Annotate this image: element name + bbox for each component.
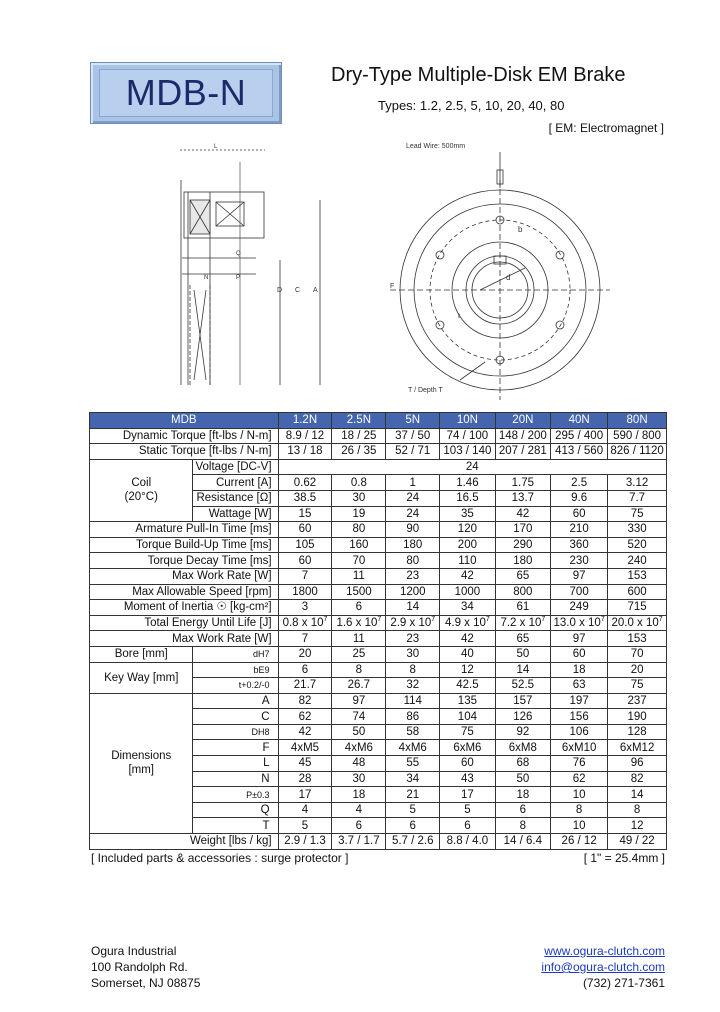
table-row [90,615,667,631]
cell: 360 [551,537,608,553]
cell: 24 [278,459,666,475]
side-view-drawing [180,144,320,385]
cell: 153 [608,568,667,584]
cell: 200 [440,537,495,553]
specifications-table [89,412,667,850]
cell: 86 [386,709,440,725]
cell: 12 [440,662,495,678]
cell: 6xM10 [551,740,608,756]
cell: 135 [440,693,495,709]
website-link[interactable]: www.ogura-clutch.com [544,944,665,958]
row-label: Max Work Rate [W] [90,568,279,584]
cell: 5.7 / 2.6 [386,834,440,850]
cell: 590 / 800 [608,428,667,444]
cell [551,615,608,631]
model-title-box [90,62,282,124]
cell: 19 [332,506,386,522]
row-label: Moment of Inertia ☉ [kg-cm²] [90,600,279,616]
cell: 70 [332,553,386,569]
cell [608,615,667,631]
cell: 26 / 12 [551,834,608,850]
cell: 8.8 / 4.0 [440,834,495,850]
dimensions-title: Dimensions [111,750,172,763]
energy-base: 13.0 x 10 [553,617,601,630]
row-sublabel: DH8 [193,724,278,740]
row-label: Max Work Rate [W] [90,631,279,647]
row-label: Current [A] [193,475,278,491]
cell [495,615,550,631]
row-label: Torque Build-Up Time [ms] [90,537,279,553]
cell: 12 [608,818,667,834]
cell: 18 [332,787,386,803]
cell: 52.5 [495,678,550,694]
cell: 6 [386,818,440,834]
cell: 148 / 200 [495,428,550,444]
cell: 30 [332,771,386,787]
header-40n: 40N [551,413,608,429]
cell: 4xM6 [332,740,386,756]
company-city: Somerset, NJ 08875 [91,976,201,990]
cell: 80 [386,553,440,569]
row-label: Weight [lbs / kg] [90,834,279,850]
dimensions-label [90,693,193,833]
cell: 30 [332,490,386,506]
cell: 97 [332,693,386,709]
cell: 97 [551,568,608,584]
cell: 6 [332,600,386,616]
header-1-2n: 1.2N [278,413,332,429]
model-title-inner [99,69,273,117]
cell: 65 [495,568,550,584]
cell: 65 [495,631,550,647]
row-sublabel: Q [193,802,278,818]
side-label-n: N [204,275,209,281]
row-sublabel: C [193,709,278,725]
cell: 18 / 25 [332,428,386,444]
cell: 5 [386,802,440,818]
model-code: MDB-N [125,72,247,113]
cell: 7.7 [608,490,667,506]
cell: 105 [278,537,332,553]
cell: 10 [551,818,608,834]
table-row [90,834,667,850]
row-label: Max Allowable Speed [rpm] [90,584,279,600]
cell: 17 [278,787,332,803]
cell: 4 [332,802,386,818]
side-label-c: C [295,287,301,294]
header-5n: 5N [386,413,440,429]
front-view-drawing [390,143,610,400]
cell: 60 [278,522,332,538]
cell: 49 / 22 [608,834,667,850]
cell: 18 [551,662,608,678]
cell: 7 [278,568,332,584]
cell: 413 / 560 [551,444,608,460]
cell: 156 [551,709,608,725]
row-sublabel: A [193,693,278,709]
cell: 23 [386,568,440,584]
cell: 126 [495,709,550,725]
energy-base: 20.0 x 10 [611,617,659,630]
row-label: Wattage [W] [193,506,278,522]
cell: 23 [386,631,440,647]
cell: 60 [551,506,608,522]
cell [386,615,440,631]
cell: 180 [495,553,550,569]
cell: 6 [332,818,386,834]
cell: 62 [551,771,608,787]
cell: 197 [551,693,608,709]
cell: 5 [278,818,332,834]
cell: 16.5 [440,490,495,506]
row-label: Voltage [DC-V] [193,459,278,475]
cell [332,615,386,631]
cell: 18 [495,787,550,803]
front-label-t: t [458,313,460,320]
cell: 92 [495,724,550,740]
cell: 11 [332,568,386,584]
depth-label: T / Depth T [408,387,443,394]
cell: 48 [332,756,386,772]
header-80n: 80N [608,413,667,429]
table-row [90,444,667,460]
cell: 3 [278,600,332,616]
front-label-d: d [506,273,511,282]
cell: 600 [608,584,667,600]
cell: 190 [608,709,667,725]
cell: 1200 [386,584,440,600]
energy-base: 4.9 x 10 [444,617,486,630]
row-label: Static Torque [ft-lbs / N-m] [90,444,279,460]
types-line: Types: 1.2, 2.5, 5, 10, 20, 40, 80 [378,98,565,113]
cell: 240 [608,553,667,569]
cell: 28 [278,771,332,787]
cell: 800 [495,584,550,600]
cell: 74 / 100 [440,428,495,444]
energy-exp: 7 [541,616,546,624]
coil-label: Coil [131,477,152,490]
cell: 8 [386,662,440,678]
cell: 180 [386,537,440,553]
cell: 26 / 35 [332,444,386,460]
cell: 58 [386,724,440,740]
cell: 1 [386,475,440,491]
cell: 34 [440,600,495,616]
cell: 96 [608,756,667,772]
cell: 60 [440,756,495,772]
cell: 290 [495,537,550,553]
cell: 120 [440,522,495,538]
table-row [90,646,667,662]
row-label: Bore [mm] [90,646,193,662]
cell: 37 / 50 [386,428,440,444]
cell: 8 [495,818,550,834]
cell: 80 [332,522,386,538]
cell: 1500 [332,584,386,600]
em-note: [ EM: Electromagnet ] [548,121,664,135]
row-sublabel: F [193,740,278,756]
side-label-a: A [313,287,318,294]
energy-exp: 7 [485,616,490,624]
cell: 74 [332,709,386,725]
cell: 249 [551,600,608,616]
cell: 97 [551,631,608,647]
side-label-p: P [236,275,241,281]
cell: 14 [608,787,667,803]
front-label-f: F [390,283,395,290]
table-row [90,693,667,709]
cell: 6xM8 [495,740,550,756]
front-label-b: b [518,225,523,234]
row-sublabel: t+0.2/-0 [193,678,278,694]
cell [278,615,332,631]
cell: 43 [440,771,495,787]
cell: 61 [495,600,550,616]
page-title: Dry-Type Multiple-Disk EM Brake [331,64,626,86]
row-sublabel: dH7 [193,646,278,662]
cell: 26.7 [332,678,386,694]
cell: 103 / 140 [440,444,495,460]
table-row [90,428,667,444]
cell: 35 [440,506,495,522]
cell: 6 [440,818,495,834]
cell: 75 [608,506,667,522]
row-label: Total Energy Until Life [J] [90,615,279,631]
cell: 11 [332,631,386,647]
cell: 2.5 [551,475,608,491]
energy-exp: 7 [377,616,382,624]
cell: 70 [608,646,667,662]
cell: 50 [495,771,550,787]
side-label-l: L [214,144,218,150]
cell: 520 [608,537,667,553]
table-row [90,459,667,475]
header-10n: 10N [440,413,495,429]
company-street: 100 Randolph Rd. [91,960,188,974]
cell: 42 [440,631,495,647]
table-row [90,568,667,584]
cell: 76 [551,756,608,772]
cell: 20 [608,662,667,678]
cell: 5 [440,802,495,818]
cell: 9.6 [551,490,608,506]
row-sublabel: N [193,771,278,787]
cell: 6 [278,662,332,678]
cell: 1.75 [495,475,550,491]
cell [440,615,495,631]
cell: 8 [332,662,386,678]
cell: 8 [608,802,667,818]
cell: 62 [278,709,332,725]
cell: 1000 [440,584,495,600]
side-label-q: Q [236,251,241,257]
energy-base: 1.6 x 10 [336,617,378,630]
cell: 700 [551,584,608,600]
table-row [90,662,667,678]
company-name: Ogura Industrial [91,944,177,958]
keyway-label: Key Way [mm] [90,662,193,693]
cell: 826 / 1120 [608,444,667,460]
cell: 42.5 [440,678,495,694]
cell: 63 [551,678,608,694]
cell: 230 [551,553,608,569]
cell: 110 [440,553,495,569]
cell: 24 [386,506,440,522]
cell: 106 [551,724,608,740]
cell: 3.7 / 1.7 [332,834,386,850]
cell: 82 [608,771,667,787]
cell: 4xM6 [386,740,440,756]
row-label: Dynamic Torque [ft-lbs / N-m] [90,428,279,444]
header-2-5n: 2.5N [332,413,386,429]
cell: 6xM12 [608,740,667,756]
table-row [90,522,667,538]
cell: 0.62 [278,475,332,491]
energy-exp: 7 [600,616,605,624]
cell: 715 [608,600,667,616]
cell: 90 [386,522,440,538]
cell: 170 [495,522,550,538]
table-row [90,553,667,569]
included-parts-note: [ Included parts & accessories : surge protector ] [91,851,349,865]
cell: 6xM6 [440,740,495,756]
technical-drawings [170,140,610,400]
email-link[interactable]: info@ogura-clutch.com [541,960,665,974]
cell: 24 [386,490,440,506]
side-label-d: D [277,287,283,294]
energy-base: 2.9 x 10 [390,617,432,630]
cell: 75 [440,724,495,740]
cell: 7 [278,631,332,647]
header-mdb: MDB [90,413,279,429]
header-20n: 20N [495,413,550,429]
cell: 52 / 71 [386,444,440,460]
row-sublabel: P±0.3 [193,787,278,803]
cell: 32 [386,678,440,694]
dimensions-unit: [mm] [128,764,155,777]
cell: 207 / 281 [495,444,550,460]
cell: 4 [278,802,332,818]
cell: 295 / 400 [551,428,608,444]
lead-wire-label: Lead Wire: 500mm [406,143,466,150]
coil-temp: (20°C) [124,491,158,504]
cell: 25 [332,646,386,662]
cell: 4xM5 [278,740,332,756]
cell: 8.9 / 12 [278,428,332,444]
cell: 157 [495,693,550,709]
cell: 153 [608,631,667,647]
table-row [90,584,667,600]
cell: 1800 [278,584,332,600]
cell: 20 [278,646,332,662]
row-label: Armature Pull-In Time [ms] [90,522,279,538]
cell: 10 [551,787,608,803]
cell: 75 [608,678,667,694]
cell: 14 / 6.4 [495,834,550,850]
row-sublabel: L [193,756,278,772]
cell: 34 [386,771,440,787]
cell: 40 [440,646,495,662]
row-label: Torque Decay Time [ms] [90,553,279,569]
cell: 13.7 [495,490,550,506]
coil-group-label [90,459,193,521]
cell: 1.46 [440,475,495,491]
cell: 0.8 [332,475,386,491]
row-label: Resistance [Ω] [193,490,278,506]
energy-exp: 7 [323,616,328,624]
cell: 237 [608,693,667,709]
cell: 3.12 [608,475,667,491]
cell: 14 [495,662,550,678]
cell: 114 [386,693,440,709]
phone-number: (732) 271-7361 [582,976,665,990]
cell: 68 [495,756,550,772]
cell: 2.9 / 1.3 [278,834,332,850]
cell: 45 [278,756,332,772]
table-row [90,600,667,616]
cell: 160 [332,537,386,553]
energy-base: 0.8 x 10 [282,617,324,630]
inch-conversion-note: [ 1" = 25.4mm ] [583,851,665,865]
cell: 210 [551,522,608,538]
cell: 14 [386,600,440,616]
cell: 104 [440,709,495,725]
cell: 55 [386,756,440,772]
table-row [90,631,667,647]
cell: 60 [278,553,332,569]
cell: 6 [495,802,550,818]
cell: 42 [278,724,332,740]
energy-base: 7.2 x 10 [500,617,542,630]
row-sublabel: T [193,818,278,834]
cell: 60 [551,646,608,662]
cell: 21.7 [278,678,332,694]
cell: 42 [495,506,550,522]
cell: 50 [495,646,550,662]
row-sublabel: bE9 [193,662,278,678]
cell: 82 [278,693,332,709]
cell: 17 [440,787,495,803]
cell: 15 [278,506,332,522]
cell: 13 / 18 [278,444,332,460]
cell: 8 [551,802,608,818]
table-row [90,537,667,553]
cell: 42 [440,568,495,584]
energy-exp: 7 [431,616,436,624]
cell: 21 [386,787,440,803]
energy-exp: 7 [658,616,663,624]
cell: 30 [386,646,440,662]
cell: 50 [332,724,386,740]
cell: 128 [608,724,667,740]
table-header-row [90,413,667,429]
cell: 38.5 [278,490,332,506]
cell: 330 [608,522,667,538]
